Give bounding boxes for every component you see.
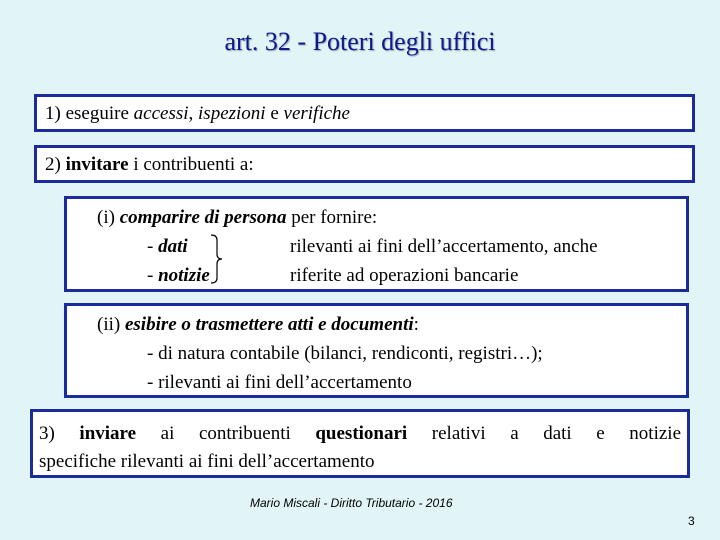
item-5-rest: relativi a dati e notizie xyxy=(407,423,682,444)
item-5-box xyxy=(30,409,690,478)
item-4-rilevanti: - rilevanti ai fini dell’accertamento xyxy=(147,372,412,393)
item-2-invitare: invitare xyxy=(65,154,129,175)
item-4-line-3 xyxy=(97,369,686,398)
item-3-prefix: (i) xyxy=(97,207,120,228)
item-4-prefix: (ii) xyxy=(97,314,125,335)
item-2-box xyxy=(34,145,695,183)
item-1-verifiche: verifiche xyxy=(283,103,350,124)
item-1-ispezioni: ispezioni xyxy=(198,103,266,124)
item-4-contabile: - di natura contabile (bilanci, rendiconti, registri…); xyxy=(147,343,543,364)
item-2-rest: i contribuenti a: xyxy=(128,154,254,175)
item-3-right-1: rilevanti ai fini dell’accertamento, anche xyxy=(290,236,598,257)
item-5-line-2: specifiche rilevanti ai fini dell’accertamento xyxy=(39,451,375,472)
footer-text: Mario Miscali - Diritto Tributario - 2016 xyxy=(250,496,453,510)
item-1-accessi: accessi xyxy=(133,103,189,124)
item-4-box xyxy=(64,303,689,398)
item-3-row-dati xyxy=(97,233,686,262)
item-1-box xyxy=(34,94,695,132)
item-1-sep1: , xyxy=(188,103,199,124)
item-5-prefix: 3) xyxy=(39,423,80,444)
right-brace-icon xyxy=(209,234,223,284)
item-3-row-notizie xyxy=(97,262,686,291)
item-4-heading xyxy=(97,311,686,340)
item-5-line-1 xyxy=(39,420,681,448)
item-3-comparire: comparire di persona xyxy=(119,207,287,228)
item-3-dash-2: - xyxy=(147,265,159,286)
item-5-questionari: questionari xyxy=(315,423,408,444)
item-3-heading xyxy=(97,204,686,233)
item-5-mid: ai contribuenti xyxy=(136,423,316,444)
item-4-line-2 xyxy=(97,340,686,369)
item-3-dash-1: - xyxy=(147,236,159,257)
item-1-sep2: e xyxy=(265,103,284,124)
page-number: 3 xyxy=(688,514,695,528)
slide-title: art. 32 - Poteri degli uffici xyxy=(224,27,496,56)
item-3-box xyxy=(64,196,689,292)
item-5-inviare: inviare xyxy=(79,423,137,444)
item-4-esibire: esibire o trasmettere atti e documenti xyxy=(124,314,414,335)
item-4-colon: : xyxy=(413,314,419,335)
item-3-dati: dati xyxy=(158,236,188,257)
item-3-rest: per fornire: xyxy=(286,207,378,228)
item-1-prefix: 1) eseguire xyxy=(45,103,134,124)
item-3-notizie: notizie xyxy=(158,265,210,286)
item-3-right-2: riferite ad operazioni bancarie xyxy=(290,265,519,286)
item-2-prefix: 2) xyxy=(45,154,66,175)
